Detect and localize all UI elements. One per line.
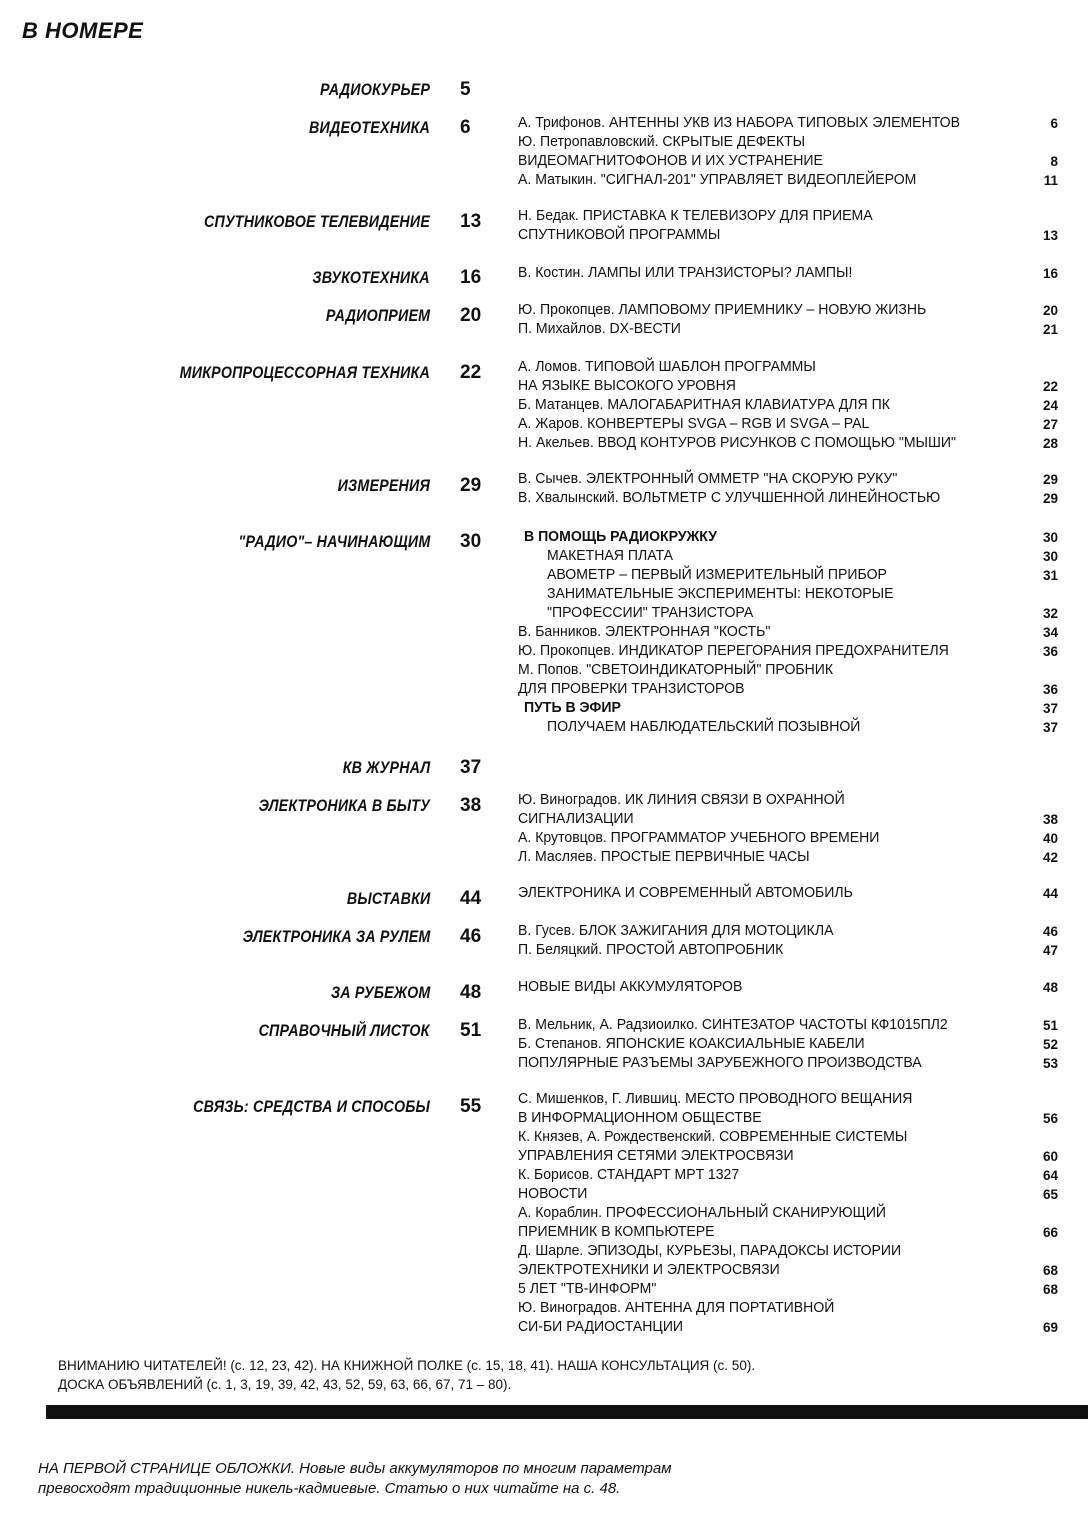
article-title: В. Костин. ЛАМПЫ ИЛИ ТРАНЗИСТОРЫ? ЛАМПЫ! bbox=[518, 265, 853, 281]
article-entry bbox=[518, 1016, 1058, 1035]
article-title: ЭЛЕКТРОТЕХНИКИ И ЭЛЕКТРОСВЯЗИ bbox=[518, 1262, 780, 1278]
article-entry bbox=[518, 152, 1058, 171]
article-entry bbox=[518, 1242, 1058, 1261]
article-page: 29 bbox=[1042, 472, 1058, 487]
article-title: УПРАВЛЕНИЯ СЕТЯМИ ЭЛЕКТРОСВЯЗИ bbox=[518, 1148, 794, 1164]
notes-line: ВНИМАНИЮ ЧИТАТЕЛЕЙ! (с. 12, 23, 42). НА КНИЖНОЙ ПОЛКЕ (с. 15, 18, 41). НАША КОНСУЛЬТАЦИЯ (с. 50). bbox=[58, 1358, 756, 1373]
article-entry bbox=[518, 171, 1058, 190]
section-page: 20 bbox=[460, 305, 482, 326]
article-title: ДЛЯ ПРОВЕРКИ ТРАНЗИСТОРОВ bbox=[518, 681, 745, 697]
article-title: П. Беляцкий. ПРОСТОЙ АВТОПРОБНИК bbox=[518, 942, 784, 958]
article-title: НОВЫЕ ВИДЫ АККУМУЛЯТОРОВ bbox=[518, 979, 743, 995]
article-page: 37 bbox=[1042, 701, 1058, 716]
article-title: 5 ЛЕТ "ТВ-ИНФОРМ" bbox=[518, 1281, 657, 1297]
article-title: "ПРОФЕССИИ" ТРАНЗИСТОРА bbox=[547, 605, 754, 621]
article-entry bbox=[518, 1109, 1058, 1128]
article-page: 66 bbox=[1042, 1225, 1058, 1240]
article-page: 32 bbox=[1042, 606, 1058, 621]
article-title: Б. Матанцев. МАЛОГАБАРИТНАЯ КЛАВИАТУРА ДЛЯ ПК bbox=[518, 397, 890, 413]
article-page: 65 bbox=[1042, 1187, 1058, 1202]
article-page: 51 bbox=[1042, 1018, 1058, 1033]
article-title: В ИНФОРМАЦИОННОМ ОБЩЕСТВЕ bbox=[518, 1110, 762, 1126]
section-name: ЭЛЕКТРОНИКА ЗА РУЛЕМ bbox=[242, 927, 430, 946]
article-entry bbox=[518, 1261, 1058, 1280]
article-entry bbox=[518, 1280, 1058, 1299]
article-entry bbox=[547, 585, 1058, 604]
article-page: 21 bbox=[1042, 322, 1058, 337]
article-page: 37 bbox=[1042, 720, 1058, 735]
section-name: ИЗМЕРЕНИЯ bbox=[337, 476, 430, 495]
divider-bar bbox=[46, 1405, 1088, 1419]
article-entry bbox=[518, 1318, 1058, 1337]
section-page: 13 bbox=[460, 211, 482, 232]
article-entry bbox=[518, 264, 1058, 283]
article-title: Д. Шарле. ЭПИЗОДЫ, КУРЬЕЗЫ, ПАРАДОКСЫ ИСТОРИИ bbox=[518, 1243, 902, 1259]
section-page: 5 bbox=[460, 79, 471, 100]
section-page: 48 bbox=[460, 982, 482, 1003]
article-page: 6 bbox=[1050, 116, 1058, 131]
article-title: НА ЯЗЫКЕ ВЫСОКОГО УРОВНЯ bbox=[518, 378, 736, 394]
article-entry bbox=[547, 547, 1058, 566]
article-title: А. Трифонов. АНТЕННЫ УКВ ИЗ НАБОРА ТИПОВЫХ ЭЛЕМЕНТОВ bbox=[518, 115, 961, 131]
section-page: 46 bbox=[460, 926, 482, 947]
article-title: Л. Масляев. ПРОСТЫЕ ПЕРВИЧНЫЕ ЧАСЫ bbox=[518, 849, 810, 865]
section-page: 29 bbox=[460, 475, 482, 496]
article-page: 13 bbox=[1042, 228, 1058, 243]
section-name: "РАДИО"– НАЧИНАЮЩИМ bbox=[238, 532, 430, 551]
article-title: С. Мишенков, Г. Лившиц. МЕСТО ПРОВОДНОГО ВЕЩАНИЯ bbox=[518, 1091, 913, 1107]
article-title: ПОПУЛЯРНЫЕ РАЗЪЕМЫ ЗАРУБЕЖНОГО ПРОИЗВОДСТВА bbox=[518, 1055, 922, 1071]
article-title: М. Попов. "СВЕТОИНДИКАТОРНЫЙ" ПРОБНИК bbox=[518, 662, 834, 678]
article-page: 53 bbox=[1042, 1056, 1058, 1071]
article-page: 27 bbox=[1042, 417, 1058, 432]
article-title: Н. Акельев. ВВОД КОНТУРОВ РИСУНКОВ С ПОМОЩЬЮ "МЫШИ" bbox=[518, 435, 956, 451]
article-entry bbox=[518, 434, 1058, 453]
article-title: Ю. Прокопцев. ЛАМПОВОМУ ПРИЕМНИКУ – НОВУЮ ЖИЗНЬ bbox=[518, 302, 927, 318]
article-entry bbox=[518, 1128, 1058, 1147]
article-page: 31 bbox=[1042, 568, 1058, 583]
article-title: В. Банников. ЭЛЕКТРОННАЯ "КОСТЬ" bbox=[518, 624, 771, 640]
cover-note bbox=[38, 1459, 1038, 1499]
article-title: ВИДЕОМАГНИТОФОНОВ И ИХ УСТРАНЕНИЕ bbox=[518, 153, 823, 169]
section-page: 22 bbox=[460, 362, 482, 383]
article-title: К. Борисов. СТАНДАРТ MPT 1327 bbox=[518, 1167, 740, 1183]
article-page: 34 bbox=[1042, 625, 1058, 640]
article-entry bbox=[518, 642, 1058, 661]
article-title: А. Матыкин. "СИГНАЛ-201" УПРАВЛЯЕТ ВИДЕОПЛЕЙЕРОМ bbox=[518, 172, 917, 188]
article-entry bbox=[518, 1054, 1058, 1073]
section-name: ЗВУКОТЕХНИКА bbox=[312, 268, 430, 287]
section-name: СВЯЗЬ: СРЕДСТВА И СПОСОБЫ bbox=[193, 1097, 430, 1116]
article-title: В. Мельник, А. Радзиоилко. СИНТЕЗАТОР ЧАСТОТЫ КФ1015ПЛ2 bbox=[518, 1017, 948, 1033]
article-entry bbox=[518, 396, 1058, 415]
section-name: РАДИОКУРЬЕР bbox=[319, 80, 430, 99]
section-name: СПУТНИКОВОЕ ТЕЛЕВИДЕНИЕ bbox=[204, 212, 430, 231]
article-title: В. Хвалынский. ВОЛЬТМЕТР С УЛУЧШЕННОЙ ЛИНЕЙНОСТЬЮ bbox=[518, 490, 941, 506]
article-page: 64 bbox=[1042, 1168, 1058, 1183]
article-entry bbox=[518, 377, 1058, 396]
article-entry bbox=[518, 1223, 1058, 1242]
article-entry bbox=[524, 699, 1058, 718]
reader-notes bbox=[58, 1356, 958, 1394]
article-title: Ю. Петропавловский. СКРЫТЫЕ ДЕФЕКТЫ bbox=[518, 134, 806, 150]
article-entry bbox=[547, 566, 1058, 585]
article-entry bbox=[518, 114, 1058, 133]
article-entry bbox=[518, 978, 1058, 997]
article-title: ПОЛУЧАЕМ НАБЛЮДАТЕЛЬСКИЙ ПОЗЫВНОЙ bbox=[547, 719, 861, 735]
article-title: СПУТНИКОВОЙ ПРОГРАММЫ bbox=[518, 227, 721, 243]
article-entry bbox=[518, 301, 1058, 320]
article-page: 20 bbox=[1042, 303, 1058, 318]
section-page: 37 bbox=[460, 757, 482, 778]
article-title: Ю. Виноградов. АНТЕННА ДЛЯ ПОРТАТИВНОЙ bbox=[518, 1300, 835, 1316]
article-title: Б. Степанов. ЯПОНСКИЕ КОАКСИАЛЬНЫЕ КАБЕЛИ bbox=[518, 1036, 865, 1052]
article-entry bbox=[518, 1090, 1058, 1109]
section-name: КВ ЖУРНАЛ bbox=[342, 758, 430, 777]
article-entry bbox=[547, 718, 1058, 737]
article-entry bbox=[518, 680, 1058, 699]
article-page: 8 bbox=[1050, 154, 1058, 169]
article-entry bbox=[518, 415, 1058, 434]
article-title: В ПОМОЩЬ РАДИОКРУЖКУ bbox=[524, 529, 717, 545]
article-entry bbox=[518, 1299, 1058, 1318]
article-title: А. Кораблин. ПРОФЕССИОНАЛЬНЫЙ СКАНИРУЮЩИЙ bbox=[518, 1205, 887, 1221]
article-title: СИГНАЛИЗАЦИИ bbox=[518, 811, 634, 827]
article-title: А. Крутовцов. ПРОГРАММАТОР УЧЕБНОГО ВРЕМЕНИ bbox=[518, 830, 880, 846]
article-title: А. Жаров. КОНВЕРТЕРЫ SVGA – RGB И SVGA – PAL bbox=[518, 416, 870, 432]
article-page: 68 bbox=[1042, 1263, 1058, 1278]
article-page: 16 bbox=[1042, 266, 1058, 281]
article-title: СИ-БИ РАДИОСТАНЦИИ bbox=[518, 1319, 684, 1335]
article-entry bbox=[518, 320, 1058, 339]
article-entry bbox=[518, 623, 1058, 642]
article-page: 68 bbox=[1042, 1282, 1058, 1297]
article-title: К. Князев, А. Рождественский. СОВРЕМЕННЫЕ СИСТЕМЫ bbox=[518, 1129, 908, 1145]
article-page: 44 bbox=[1042, 886, 1058, 901]
article-page: 42 bbox=[1042, 850, 1058, 865]
article-title: МАКЕТНАЯ ПЛАТА bbox=[547, 548, 674, 564]
article-entry bbox=[518, 470, 1058, 489]
section-name: ВЫСТАВКИ bbox=[346, 889, 430, 908]
article-entry bbox=[518, 848, 1058, 867]
article-page: 47 bbox=[1042, 943, 1058, 958]
section-name: СПРАВОЧНЫЙ ЛИСТОК bbox=[258, 1021, 430, 1040]
article-entry bbox=[518, 489, 1058, 508]
article-page: 28 bbox=[1042, 436, 1058, 451]
article-title: Н. Бедак. ПРИСТАВКА К ТЕЛЕВИЗОРУ ДЛЯ ПРИЕМА bbox=[518, 208, 873, 224]
article-title: ЗАНИМАТЕЛЬНЫЕ ЭКСПЕРИМЕНТЫ: НЕКОТОРЫЕ bbox=[547, 586, 894, 602]
article-entry bbox=[524, 528, 1058, 547]
article-entry bbox=[518, 941, 1058, 960]
article-entry bbox=[518, 661, 1058, 680]
article-page: 30 bbox=[1042, 549, 1058, 564]
page-title: В НОМЕРЕ bbox=[22, 18, 144, 43]
article-title: НОВОСТИ bbox=[518, 1186, 588, 1202]
article-page: 69 bbox=[1042, 1320, 1058, 1335]
section-page: 44 bbox=[460, 888, 482, 909]
article-page: 60 bbox=[1042, 1149, 1058, 1164]
article-page: 40 bbox=[1042, 831, 1058, 846]
section-page: 38 bbox=[460, 795, 482, 816]
article-title: В. Гусев. БЛОК ЗАЖИГАНИЯ ДЛЯ МОТОЦИКЛА bbox=[518, 923, 834, 939]
article-title: ПУТЬ В ЭФИР bbox=[524, 700, 621, 716]
article-entry bbox=[518, 1166, 1058, 1185]
article-title: ПРИЕМНИК В КОМПЬЮТЕРЕ bbox=[518, 1224, 715, 1240]
article-title: АВОМЕТР – ПЕРВЫЙ ИЗМЕРИТЕЛЬНЫЙ ПРИБОР bbox=[547, 567, 887, 583]
article-page: 56 bbox=[1042, 1111, 1058, 1126]
cover-note-line: НА ПЕРВОЙ СТРАНИЦЕ ОБЛОЖКИ. Новые виды аккумуляторов по многим параметрам bbox=[38, 1460, 672, 1477]
article-entry bbox=[518, 1035, 1058, 1054]
article-entry bbox=[518, 1147, 1058, 1166]
article-page: 38 bbox=[1042, 812, 1058, 827]
section-name: ЭЛЕКТРОНИКА В БЫТУ bbox=[258, 796, 430, 815]
section-page: 51 bbox=[460, 1020, 482, 1041]
section-name: ЗА РУБЕЖОМ bbox=[330, 983, 430, 1002]
article-title: ЭЛЕКТРОНИКА И СОВРЕМЕННЫЙ АВТОМОБИЛЬ bbox=[518, 885, 853, 901]
article-entry bbox=[518, 810, 1058, 829]
article-page: 46 bbox=[1042, 924, 1058, 939]
cover-note-line: превосходят традиционные никель-кадмиевые. Статью о них читайте на с. 48. bbox=[38, 1480, 621, 1497]
article-entry bbox=[518, 791, 1058, 810]
article-title: Ю. Прокопцев. ИНДИКАТОР ПЕРЕГОРАНИЯ ПРЕДОХРАНИТЕЛЯ bbox=[518, 643, 949, 659]
section-page: 6 bbox=[460, 117, 471, 138]
article-entry bbox=[518, 358, 1058, 377]
article-entry bbox=[547, 604, 1058, 623]
article-title: В. Сычев. ЭЛЕКТРОННЫЙ ОММЕТР "НА СКОРУЮ РУКУ" bbox=[518, 471, 898, 487]
article-title: Ю. Виноградов. ИК ЛИНИЯ СВЯЗИ В ОХРАННОЙ bbox=[518, 792, 845, 808]
section-name: МИКРОПРОЦЕССОРНАЯ ТЕХНИКА bbox=[179, 363, 430, 382]
section-page: 55 bbox=[460, 1096, 482, 1117]
article-title: П. Михайлов. DX-ВЕСТИ bbox=[518, 321, 681, 337]
article-page: 22 bbox=[1042, 379, 1058, 394]
article-entry bbox=[518, 829, 1058, 848]
article-page: 29 bbox=[1042, 491, 1058, 506]
article-entry bbox=[518, 133, 1058, 152]
section-page: 16 bbox=[460, 267, 482, 288]
article-entry bbox=[518, 1204, 1058, 1223]
article-entry bbox=[518, 207, 1058, 226]
article-page: 36 bbox=[1042, 644, 1058, 659]
article-page: 36 bbox=[1042, 682, 1058, 697]
section-name: ВИДЕОТЕХНИКА bbox=[309, 118, 430, 137]
article-page: 52 bbox=[1042, 1037, 1058, 1052]
section-name: РАДИОПРИЕМ bbox=[325, 306, 430, 325]
article-page: 30 bbox=[1042, 530, 1058, 545]
article-entry bbox=[518, 1185, 1058, 1204]
section-page: 30 bbox=[460, 531, 482, 552]
article-entry bbox=[518, 226, 1058, 245]
notes-line: ДОСКА ОБЪЯВЛЕНИЙ (с. 1, 3, 19, 39, 42, 43, 52, 59, 63, 66, 67, 71 – 80). bbox=[58, 1377, 512, 1392]
article-entry bbox=[518, 884, 1058, 903]
article-entry bbox=[518, 922, 1058, 941]
article-page: 11 bbox=[1043, 173, 1058, 188]
article-title: А. Ломов. ТИПОВОЙ ШАБЛОН ПРОГРАММЫ bbox=[518, 359, 816, 375]
article-page: 24 bbox=[1042, 398, 1058, 413]
article-page: 48 bbox=[1042, 980, 1058, 995]
